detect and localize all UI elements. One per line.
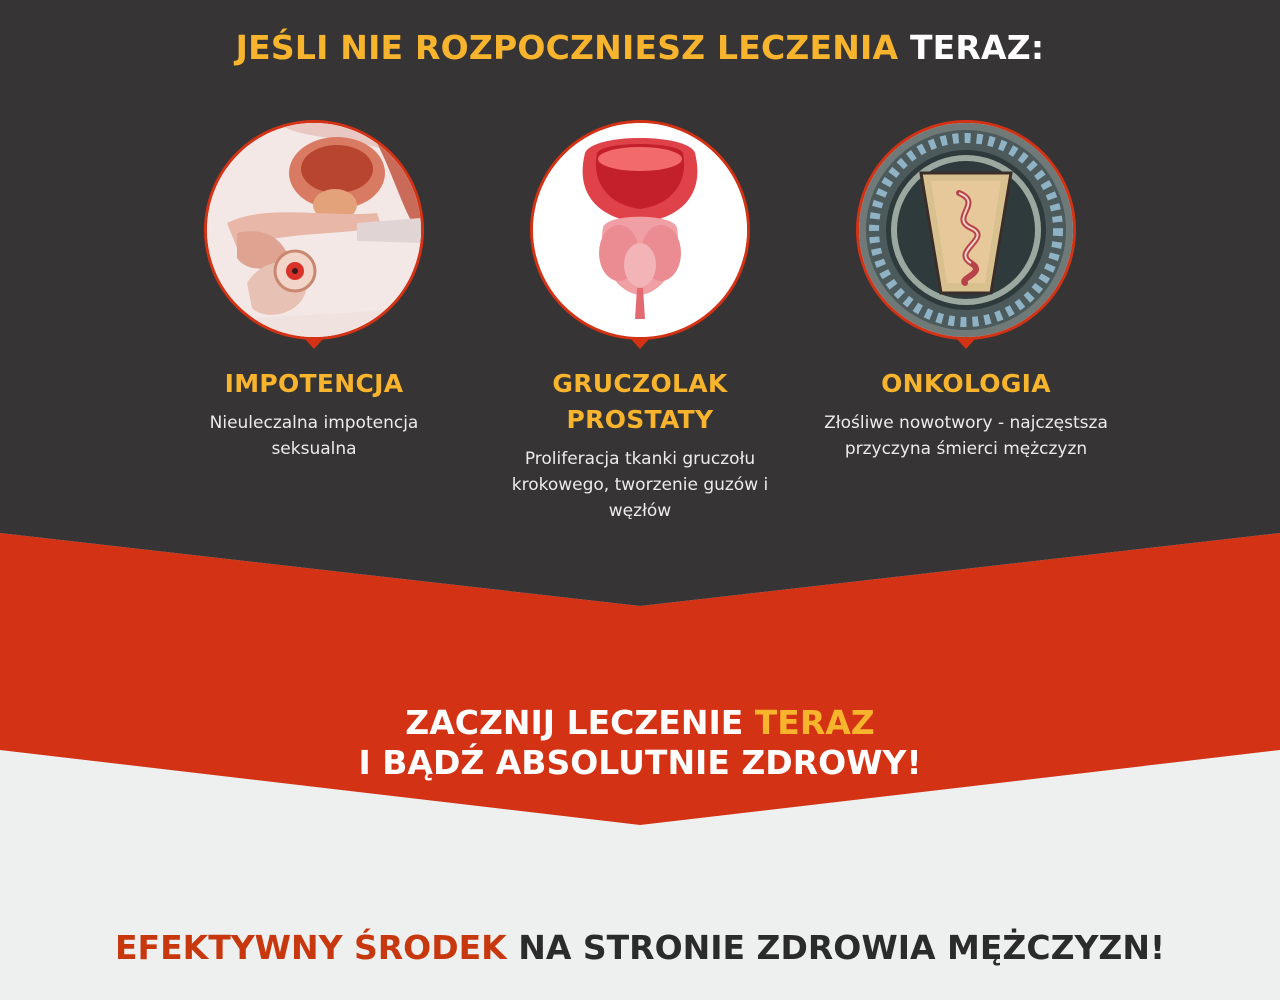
bottom-heading: [0, 928, 1280, 967]
card-pointer: [304, 338, 324, 349]
card-pointer: [630, 338, 650, 349]
bottom-heading-accent: EFEKTYWNY ŚRODEK: [115, 928, 507, 967]
section-title-accent: JEŚLI NIE ROZPOCZNIESZ LECZENIA: [235, 28, 899, 67]
card-image-ring: [204, 120, 424, 340]
card-description: Nieuleczalna impotencja seksualna: [209, 413, 419, 459]
section-title: [0, 28, 1280, 67]
bottom-heading-rest: NA STRONIE ZDROWIA MĘŻCZYZN!: [506, 928, 1165, 967]
card-image-frame: [530, 120, 750, 340]
card-impotencja: [164, 120, 464, 462]
card-onkologia: [816, 120, 1116, 462]
card-description: Proliferacja tkanki gruczołu krokowego, tworzenie guzów i węzłów: [511, 449, 769, 521]
card-title: IMPOTENCJA: [224, 369, 404, 398]
card-image-ring: [530, 120, 750, 340]
section-title-rest: TERAZ:: [898, 28, 1045, 67]
cta-heading: [0, 703, 1280, 783]
virus-cell-icon: [859, 123, 1073, 337]
cta-line1-start: ZACZNIJ LECZENIE: [405, 703, 755, 742]
card-image-frame: [856, 120, 1076, 340]
card-gruczolak-prostaty: [490, 120, 790, 524]
card-image-ring: [856, 120, 1076, 340]
cta-line2: I BĄDŹ ABSOLUTNIE ZDROWY!: [358, 743, 922, 782]
card-image-frame: [204, 120, 424, 340]
cta-line1-accent: TERAZ: [754, 703, 875, 742]
card-pointer: [956, 338, 976, 349]
card-title: GRUCZOLAK PROSTATY: [552, 369, 728, 434]
card-title: ONKOLOGIA: [881, 369, 1051, 398]
card-description: Złośliwe nowotwory - najczęstsza przyczyna śmierci mężczyzn: [824, 413, 1108, 459]
reproductive-anatomy-icon: [207, 123, 421, 337]
prostate-gland-icon: [533, 123, 747, 337]
